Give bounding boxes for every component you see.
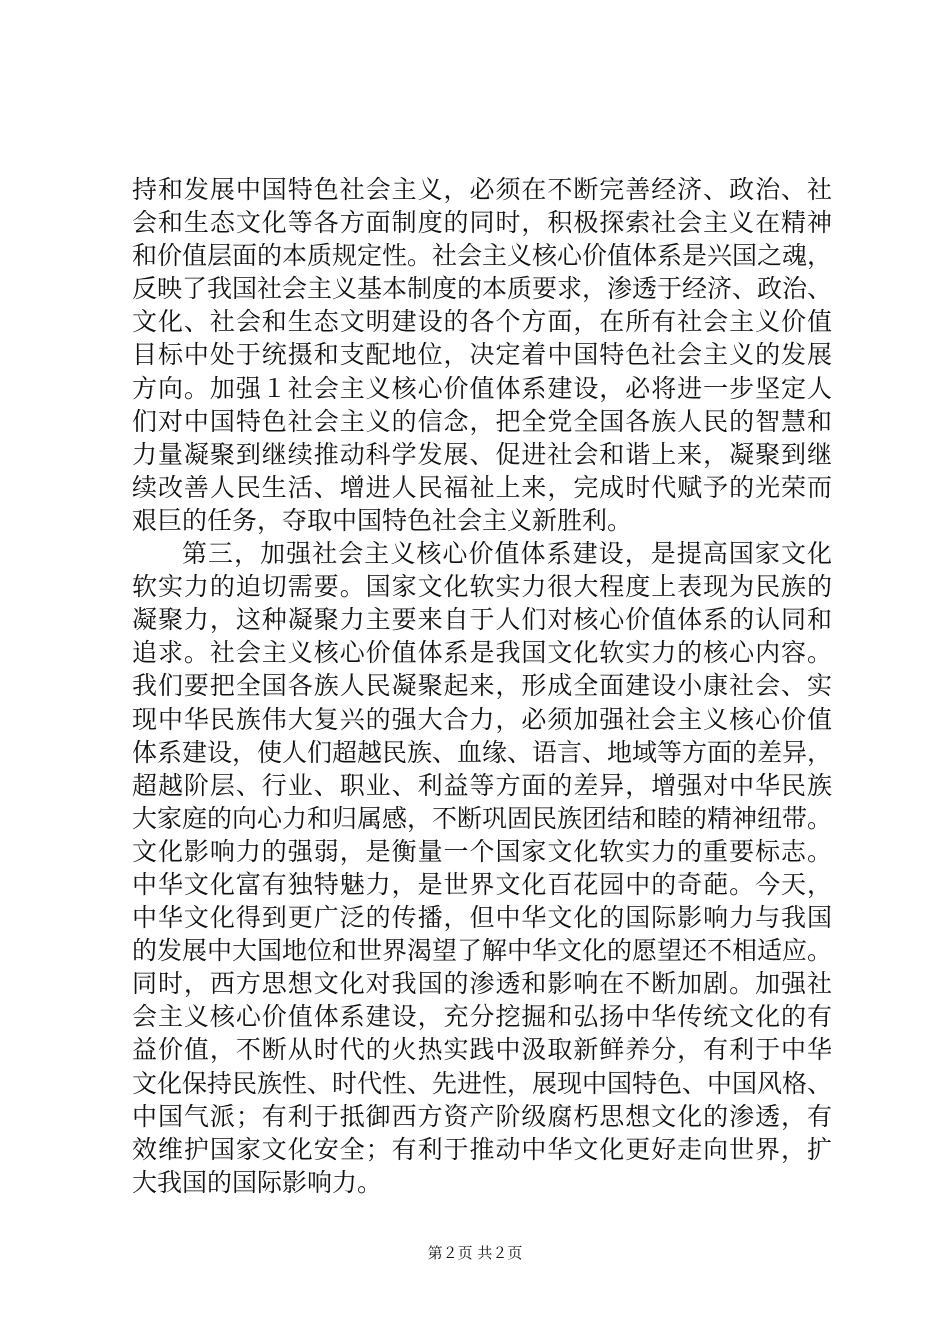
text-line: 文化保持民族性、时代性、先进性，展现中国特色、中国风格、	[132, 1068, 833, 1098]
text-line: 持和发展中国特色社会主义，必须在不断完善经济、政治、社	[132, 175, 832, 204]
text-line: 追求。社会主义核心价值体系是我国文化软实力的核心内容。	[132, 638, 832, 668]
text-line: 软实力的迫切需要。国家文化软实力很大程度上表现为民族的	[132, 572, 832, 602]
text-line: 续改善人民生活、增进人民福祉上来，完成时代赋予的光荣而	[132, 472, 832, 502]
text-line: 力量凝聚到继续推动科学发展、促进社会和谐上来，凝聚到继	[132, 439, 832, 469]
page-footer: 第２页 共２页	[427, 1244, 523, 1262]
text-line: 益价值，不断从时代的火热实践中汲取新鲜养分，有利于中华	[132, 1035, 832, 1065]
text-line: 大家庭的向心力和归属感，不断巩固民族团结和睦的精神纽带。	[132, 803, 833, 833]
text-line: 中华文化得到更广泛的传播，但中华文化的国际影响力与我国	[132, 903, 832, 933]
text-line: 的发展中大国地位和世界渴望了解中华文化的愿望还不相适应。	[132, 936, 833, 966]
text-line: 凝聚力，这种凝聚力主要来自于人们对核心价值体系的认同和	[132, 605, 832, 635]
text-line: 效维护国家文化安全；有利于推动中华文化更好走向世界，扩	[132, 1134, 832, 1164]
paragraph-2	[132, 537, 832, 1199]
text-line: 文化、社会和生态文明建设的各个方面，在所有社会主义价值	[132, 307, 832, 337]
text-line-indented: 第三，加强社会主义核心价值体系建设，是提高国家文化	[182, 539, 832, 569]
text-line: 们对中国特色社会主义的信念，把全党全国各族人民的智慧和	[132, 406, 832, 436]
text-line: 反映了我国社会主义基本制度的本质要求，渗透于经济、政治、	[132, 274, 833, 304]
text-line: 同时，西方思想文化对我国的渗透和影响在不断加剧。加强社	[132, 969, 832, 999]
text-line: 和价值层面的本质规定性。社会主义核心价值体系是兴国之魂，	[132, 241, 833, 271]
text-line: 目标中处于统摄和支配地位，决定着中国特色社会主义的发展	[132, 340, 832, 370]
text-line: 会和生态文化等各方面制度的同时，积极探索社会主义在精神	[132, 208, 832, 238]
text-line: 文化影响力的强弱，是衡量一个国家文化软实力的重要标志。	[132, 836, 832, 866]
text-line: 会主义核心价值体系建设，充分挖掘和弘扬中华传统文化的有	[132, 1002, 832, 1032]
text-line: 艰巨的任务，夺取中国特色社会主义新胜利。	[132, 505, 633, 535]
text-line: 方向。加强１社会主义核心价值体系建设，必将进一步坚定人	[132, 373, 832, 403]
text-line: 大我国的国际影响力。	[132, 1167, 383, 1197]
paragraph-1	[132, 173, 832, 537]
text-line: 现中华民族伟大复兴的强大合力，必须加强社会主义核心价值	[132, 704, 832, 734]
text-line: 中华文化富有独特魅力，是世界文化百花园中的奇葩。今天，	[132, 869, 832, 899]
text-line: 超越阶层、行业、职业、利益等方面的差异，增强对中华民族	[132, 770, 832, 800]
text-line: 我们要把全国各族人民凝聚起来，形成全面建设小康社会、实	[132, 671, 832, 701]
text-line: 体系建设，使人们超越民族、血缘、语言、地域等方面的差异，	[132, 737, 833, 767]
text-line: 中国气派；有利于抵御西方资产阶级腐朽思想文化的渗透，有	[132, 1101, 832, 1131]
document-body	[132, 173, 832, 1199]
